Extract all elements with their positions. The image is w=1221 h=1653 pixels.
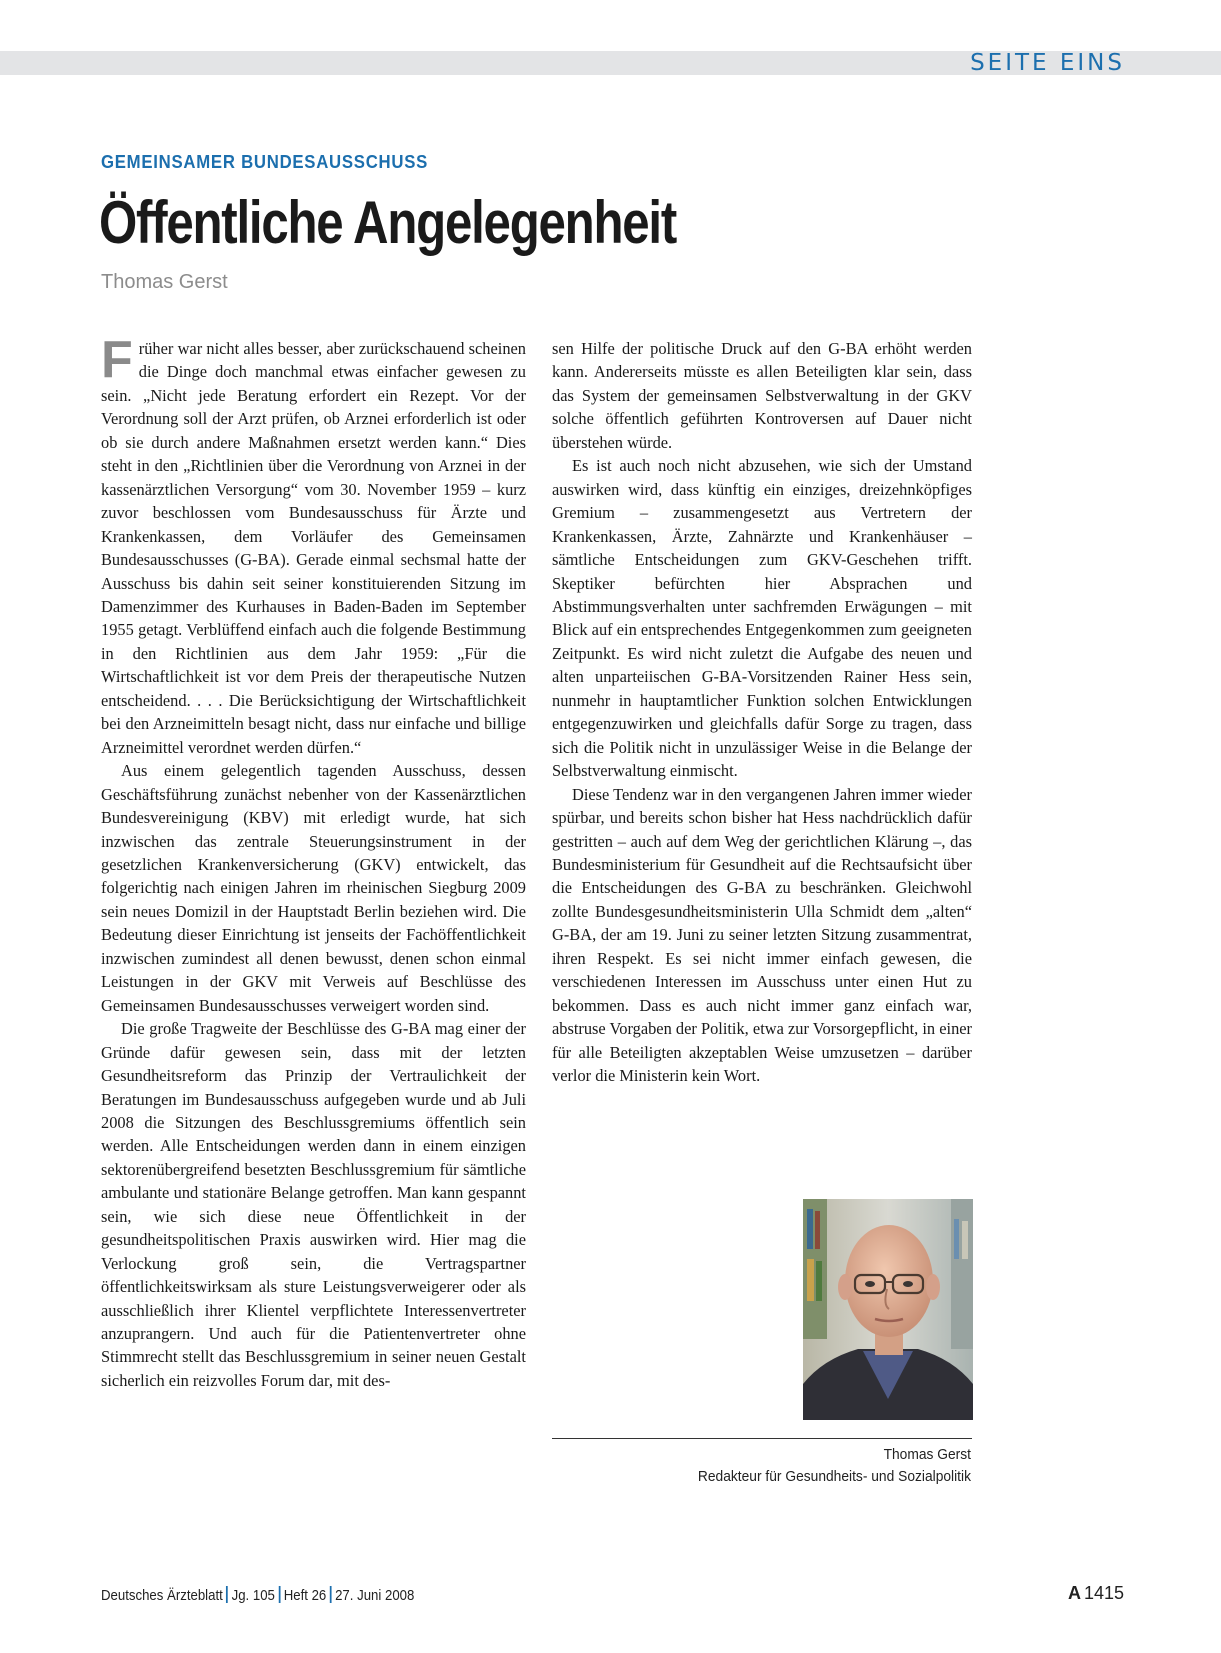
footer-volume: Jg. 105 xyxy=(231,1587,275,1604)
caption-role: Redakteur für Gesundheits- und Sozialpolitik xyxy=(697,1468,971,1485)
article-paragraph: Die große Tragweite der Beschlüsse des G-BA mag einer der Gründe dafür gewesen sein, dass mit der letzten Gesundheitsreform das Prinzip der Vertraulichkeit der Beratungen im Bundesausschuss aufgegeben wurde und ab Juli 2008 die Sitzungen des Beschlussgremiums öffentlich sein werden. Alle Entscheidungen werden dann in einem einzigen sektorenübergreifend besetzten Beschlussgremium für sämtliche ambulante und stationäre Belange getroffen. Man kann gespannt sein, wie sich diese neue Öffentlichkeit in der gesundheitspolitischen Praxis auswirken wird. Hier mag die Verlockung groß sein, die Vertragspartner öffentlichkeitswirksam als sture Leistungsverweigerer oder als ausschließlich ihrer Klientel verpflichtete Interessenvertreter anzuprangern. Und auch für die Patientenvertreter ohne Stimmrecht stellt das Beschlussgremium in seiner neuen Gestalt sicherlich ein reizvolles Forum dar, mit des- xyxy=(101,1019,526,1390)
caption-name: Thomas Gerst xyxy=(883,1446,971,1463)
article-author: Thomas Gerst xyxy=(101,271,228,293)
article-column-left xyxy=(101,331,526,1392)
footer-journal: Deutsches Ärzteblatt xyxy=(101,1587,223,1604)
author-photo xyxy=(803,1199,973,1420)
article-headline: Öffentliche Angelegenheit xyxy=(99,189,677,256)
footer-separator xyxy=(330,1586,332,1603)
article-column-right xyxy=(552,337,972,1088)
page-prefix: A xyxy=(1067,1583,1081,1603)
caption-rule xyxy=(552,1438,972,1439)
article-kicker: GEMEINSAMER BUNDESAUSSCHUSS xyxy=(101,152,429,172)
drop-cap: F xyxy=(101,331,133,389)
footer-date: 27. Juni 2008 xyxy=(335,1587,415,1604)
footer-separator xyxy=(278,1586,280,1603)
page-number-value: 1415 xyxy=(1083,1583,1124,1603)
article-paragraph: Aus einem gelegentlich tagenden Ausschuss, dessen Geschäftsführung zunächst nebenher von der Kassenärztlichen Bundesvereinigung (KBV) mit erledigt wurde, hat sich inzwischen das zentrale Steuerungsinstrument in der gesetzlichen Krankenversicherung (GKV) entwickelt, das folgerichtig nach einigen Jahren im rheinischen Siegburg 2009 sein neues Domizil in der Hauptstadt Berlin beziehen wird. Die Bedeutung dieser Einrichtung ist jenseits der Fachöffentlichkeit inzwischen zumindest all denen bewusst, denen schon einmal Leistungen in der GKV mit Verweis auf Beschlüsse des Gemeinsamen Bundesausschusses verweigert worden sind. xyxy=(101,761,526,1015)
footer-separator xyxy=(226,1586,228,1603)
section-label: SEITE EINS xyxy=(970,50,1125,76)
page-footer xyxy=(101,1586,414,1604)
footer-issue: Heft 26 xyxy=(283,1587,327,1604)
photo-caption xyxy=(552,1444,971,1488)
page-number xyxy=(1068,1583,1124,1604)
article-paragraph: sen Hilfe der politische Druck auf den G-BA erhöht werden kann. Andererseits müsste es allen Beteiligten klar sein, dass das System der gemeinsamen Selbstverwaltung in der GKV solche öffentlich geführten Kontroversen auf Dauer nicht überstehen würde. xyxy=(552,339,972,452)
article-paragraph: Es ist auch noch nicht abzusehen, wie sich der Umstand auswirken wird, dass künftig ein einziges, dreizehnköpfiges Gremium – zusammengesetzt aus Vertretern der Krankenkassen, Ärzte, Zahnärzte und Krankenhäuser – sämtliche Entscheidungen zum GKV-Geschehen trifft. Skeptiker befürchten hier Absprachen und Abstimmungsverhalten unter sachfremden Erwägungen – mit Blick auf ein entsprechendes Entgegenkommen zum geeigneten Zeitpunkt. Es wird nicht zuletzt die Aufgabe des neuen und alten unparteiischen G-BA-Vorsitzenden Rainer Hess sein, nunmehr in hauptamtlicher Funktion solchen Entwicklungen entgegenzuwirken und gleichfalls dafür Sorge zu tragen, dass sich die Politik nicht in unzulässiger Weise in die Belange der Selbstverwaltung einmischt. xyxy=(552,456,972,781)
article-paragraph: Diese Tendenz war in den vergangenen Jahren immer wieder spürbar, und bereits schon bisher hat Hess nachdrücklich dafür gestritten – auch auf dem Weg der gerichtlichen Klärung –, das Bundesministerium für Gesundheit auf die Rechtsaufsicht über die Entscheidungen des G-BA zu beschränken. Gleichwohl zollte Bundesgesundheitsministerin Ulla Schmidt dem „alten“ G-BA, der am 19. Juni zu seiner letzten Sitzung zusammentrat, ihren Respekt. Es sei nicht immer einfach gewesen, die verschiedenen Interessen im Ausschuss unter einen Hut zu bekommen. Dass es auch nicht immer ganz einfach war, abstruse Vorgaben der Politik, etwa zur Vorsorgepflicht, in einer für alle Beteiligten akzeptablen Weise umzusetzen – darüber verlor die Ministerin kein Wort. xyxy=(552,784,972,1086)
article-paragraph: Früher war nicht alles besser, aber zurückschauend scheinen die Dinge doch manchmal etwas einfacher gewesen zu sein. „Nicht jede Beratung erfordert ein Rezept. Vor der Verordnung soll der Arzt prüfen, ob Arznei erforderlich ist oder ob sie durch andere Maßnahmen ersetzt werden kann.“ Dies steht in den „Richtlinien über die Verordnung von Arznei in der kassenärztlichen Versorgung“ vom 30. November 1959 – kurz zuvor beschlossen vom Bundesausschuss für Ärzte und Krankenkassen, dem Vorläufer des Gemeinsamen Bundesausschusses (G-BA). Gerade einmal sechsmal hatte der Ausschuss bis dahin seit seiner konstituierenden Sitzung im Damenzimmer des Kurhauses in Baden-Baden im September 1955 getagt. Verblüffend einfach auch die folgende Bestimmung in den Richtlinien aus dem Jahr 1959: „Für die Wirtschaftlichkeit ist vor dem Preis der therapeutische Nutzen entscheidend. . . . Die Berücksichtigung der Wirtschaftlichkeit bei den Arzneimitteln besagt nicht, dass nur einfache und billige Arzneimittel verordnet werden dürfen.“ xyxy=(101,331,526,757)
